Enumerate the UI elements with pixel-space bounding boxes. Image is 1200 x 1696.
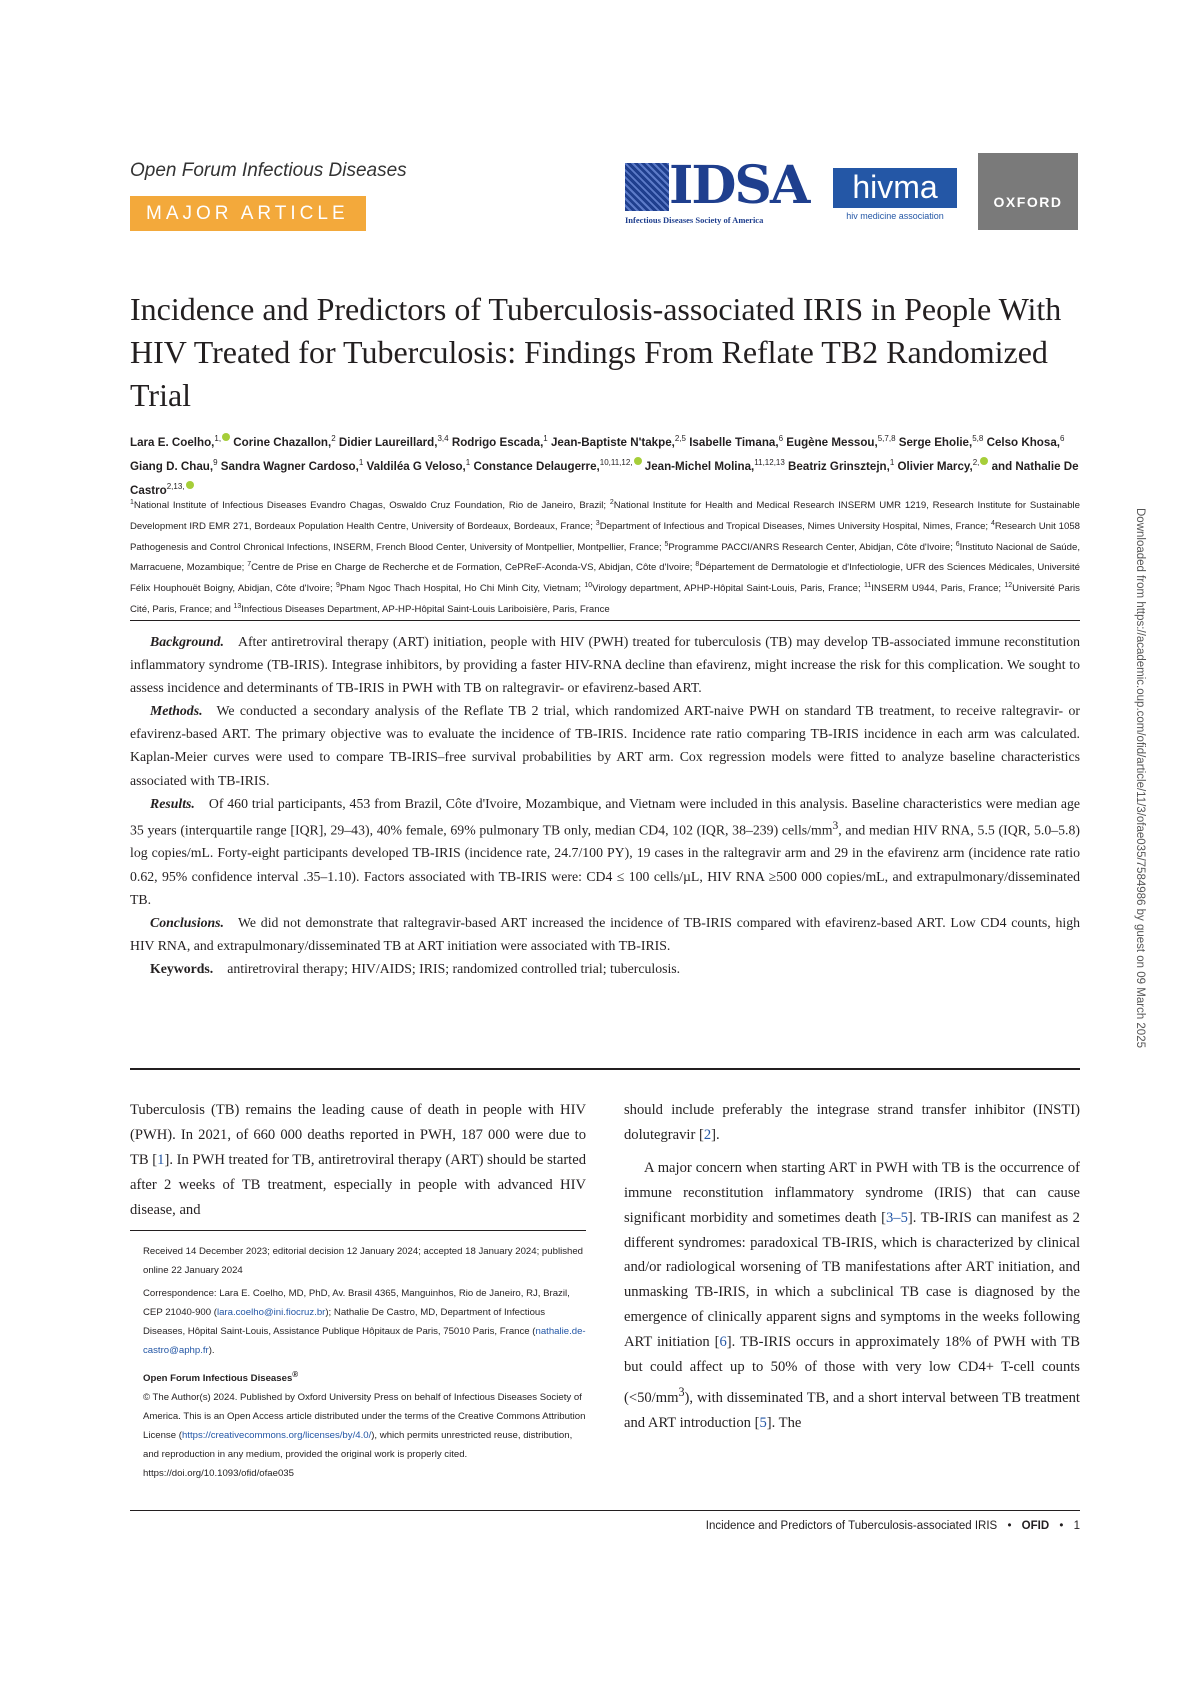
author-affiliation-number: 1 — [889, 457, 895, 467]
author-name: Celso Khosa, — [983, 435, 1061, 449]
author-name: Olivier Marcy, — [894, 459, 973, 473]
correspondence-text: Correspondence: Lara E. Coelho, MD, PhD, Av. Brasil 4365, Manguinhos, Rio de Janeiro, RJ, Brazil, CEP 21040-900 ( — [143, 1288, 570, 1319]
abstract-methods-label: Methods. — [150, 703, 203, 719]
body-paragraph — [624, 1156, 1080, 1436]
reference-link[interactable]: 2 — [703, 1126, 712, 1143]
keywords-text: antiretroviral therapy; HIV/AIDS; IRIS; randomized controlled trial; tuberculosis. — [227, 960, 681, 976]
footer-running-title: Incidence and Predictors of Tuberculosis-associated IRIS — [705, 1520, 998, 1532]
abstract-conclusions-label: Conclusions. — [150, 914, 224, 930]
author-name: Serge Eholie, — [895, 435, 973, 449]
affiliation-text: INSERM U944, Paris, France; — [871, 583, 1005, 595]
keywords-label: Keywords. — [150, 960, 214, 976]
abstract-results-text-2: , and median HIV RNA, 5.5 (IQR, 5.0–5.8) log copies/mL. Forty-eight participants developed TB-IRIS (incidence rate, 24.7/100 PY), 19 cases in the raltegravir arm and 29 in the efavirenz arm (incidence rate ratio 0.62, 95% confidence interval .35–1.10). Factors associated with TB-IRIS were: CD4 ≤ 100 cells/µL, HIV RNA ≥500 000 copies/mL, and extrapulmonary/disseminated TB. — [130, 822, 1080, 907]
author-name: Didier Laureillard, — [335, 435, 438, 449]
footnote-doi[interactable]: https://doi.org/10.1093/ofid/ofae035 — [143, 1468, 294, 1480]
affiliation-text: Université Paris Cité, Paris, France; and — [130, 583, 1080, 616]
idsa-logo — [625, 155, 809, 227]
email-link[interactable]: nathalie.de-castro@aphp.fr — [143, 1326, 586, 1357]
body-text: ), with disseminated TB, and a short interval between TB treatment and ART introduction [ — [624, 1389, 1080, 1431]
footnote-copyright — [143, 1388, 586, 1464]
footer-journal-abbr: OFID — [1021, 1520, 1050, 1532]
author-affiliation-number: 1 — [465, 457, 471, 467]
affiliation-number: 9 — [335, 582, 340, 590]
affiliation-text: Centre de Prise en Charge de Recherche et de Formation, CePReF-Aconda-VS, Abidjan, Côte d'Ivoire; — [251, 562, 696, 574]
author-affiliation-number: 5,7,8 — [877, 434, 896, 443]
copyright-text: © The Author(s) 2024. Published by Oxford University Press on behalf of Infectious Diseases Society of America. This is an Open Access article distributed under the terms of the Creative Commons Attribution License ( — [143, 1391, 586, 1442]
body-text: ]. The — [766, 1414, 802, 1431]
author-name: Eugène Messou, — [783, 435, 878, 449]
idsa-emblem-icon — [625, 163, 669, 211]
author-affiliation-number: 2,13, — [166, 481, 185, 491]
journal-name: Open Forum Infectious Diseases — [130, 160, 407, 181]
registered-mark: ® — [292, 1369, 299, 1379]
correspondence-text: ). — [208, 1345, 215, 1357]
footnote-rule — [130, 1230, 586, 1231]
body-right-column — [624, 1098, 1080, 1436]
author-affiliation-number: 9 — [213, 457, 218, 467]
oxford-logo-text: OXFORD — [993, 194, 1063, 210]
orcid-icon[interactable] — [222, 433, 230, 441]
body-left-column — [130, 1098, 586, 1223]
author-name: Isabelle Timana, — [685, 435, 779, 449]
affiliation-number: 7 — [247, 561, 252, 569]
idsa-logo-subtitle: Infectious Diseases Society of America — [625, 215, 764, 225]
author-name: Jean-Baptiste N'takpe, — [547, 435, 675, 449]
footnote-journal — [143, 1365, 586, 1388]
body-text: Tuberculosis (TB) remains the leading cause of death in people with HIV (PWH). In 2021, of 660 000 deaths reported in PWH, 187 000 were due to TB [ — [130, 1102, 586, 1168]
affiliation-number: 2 — [609, 499, 614, 506]
hivma-logo — [833, 168, 957, 228]
reference-link[interactable]: 5 — [759, 1414, 767, 1431]
abstract-background-text: After antiretroviral therapy (ART) initiation, people with HIV (PWH) treated for tuberculosis (TB) may develop TB-associated immune reconstitution inflammatory syndrome (TB-IRIS). Integrase inhibitors, by providing a faster HIV-RNA decline than efavirenz, might increase the risk for this complication. We sought to assess incidence and determinants of TB-IRIS in PWH with TB on raltegravir- or efavirenz-based ART. — [130, 634, 1080, 696]
body-text: should include preferably the integrase strand transfer inhibitor (INSTI) dolutegravir [ — [624, 1102, 1080, 1143]
hivma-logo-subtitle: hiv medicine association — [846, 211, 944, 221]
body-text: ]. In PWH treated for TB, antiretroviral therapy (ART) should be started after 2 weeks of TB treatment, especially in people with advanced HIV disease, and — [130, 1151, 587, 1218]
abstract-methods — [130, 699, 1080, 791]
affiliation-number: 1 — [130, 499, 134, 506]
author-affiliation-number: 2,5 — [674, 434, 686, 443]
abstract-top-rule — [130, 620, 1080, 621]
oxford-logo — [978, 153, 1078, 230]
affiliation-text: Department of Infectious and Tropical Diseases, Nimes University Hospital, Nimes, France; — [599, 520, 991, 532]
author-name: Beatriz Grinsztejn, — [784, 459, 890, 473]
affiliation-text: Département de Dermatologie et d'Infectiologie, UFR des Sciences Médicales, Université Félix Houphouët Boigny, Abidjan, Côte d'Ivoire; — [130, 562, 1080, 595]
reference-link[interactable]: 1 — [157, 1151, 165, 1168]
abstract-results-label: Results. — [150, 795, 195, 811]
author-affiliation-number: 2, — [972, 457, 980, 467]
affiliation-text: Instituto Nacional de Saúde, Marracuene, Mozambique; — [130, 541, 1080, 574]
download-watermark: Downloaded from https://academic.oup.com/ofid/article/11/3/ofae035/7584986 by guest on 09 March 2025 — [1134, 508, 1146, 1048]
article-title: Incidence and Predictors of Tuberculosis-associated IRIS in People With HIV Treated for Tuberculosis: Findings From Reflate TB2 Randomized Trial — [130, 291, 1062, 413]
affiliation-text: Infectious Diseases Department, AP-HP-Hôpital Saint-Louis Lariboisière, Paris, France — [241, 604, 610, 616]
author-name: Sandra Wagner Cardoso, — [217, 459, 359, 473]
abstract-bottom-rule — [130, 1068, 1080, 1070]
author-affiliation-number: 3,4 — [437, 434, 449, 443]
article-type-banner: MAJOR ARTICLE — [130, 196, 366, 231]
body-paragraph — [624, 1098, 1080, 1148]
abstract-conclusions-text: We did not demonstrate that raltegravir-based ART increased the incidence of TB-IRIS compared with efavirenz-based ART. Low CD4 counts, high HIV RNA, and extrapulmonary/disseminated TB at ART initiation were associated with TB-IRIS. — [130, 914, 1080, 953]
author-affiliation-number: 6 — [1060, 434, 1065, 443]
orcid-icon[interactable] — [634, 457, 642, 465]
author-name: Corine Chazallon, — [230, 435, 332, 449]
affiliation-number: 8 — [695, 561, 700, 569]
author-list — [130, 429, 1080, 501]
abstract-conclusions — [130, 911, 1080, 957]
author-affiliation-number: 6 — [778, 434, 784, 443]
author-affiliation-number: 5,8 — [972, 434, 984, 443]
author-affiliation-number: 1 — [358, 457, 364, 467]
author-affiliation-number: 11,12,13 — [754, 457, 785, 467]
author-affiliation-number: 1, — [214, 434, 222, 443]
affiliation-number: 3 — [595, 519, 600, 527]
hivma-logo-text: hivma — [833, 168, 957, 208]
body-paragraph — [130, 1098, 586, 1223]
affiliations — [130, 494, 1080, 619]
body-text: ]. TB-IRIS can manifest as 2 different syndromes: paradoxical TB-IRIS, which is characterized by clinical and/or radiological worsening of TB manifestations after ART initiation, and unmasking TB-IRIS, in which a subclinical TB case is diagnosed by the emergence of clinically apparent signs and symptoms in the weeks following ART initiation [ — [624, 1209, 1080, 1351]
abstract-methods-text: We conducted a secondary analysis of the Reflate TB 2 trial, which randomized ART-naive PWH on standard TB treatment, to receive raltegravir- or efavirenz-based ART. The primary objective was to evaluate the incidence of TB-IRIS. Incidence rate ratio comparing TB-IRIS incidence in each arm was calculated. Kaplan-Meier curves were used to compare TB-IRIS–free survival probabilities by ART arm. Cox regression models were fitted to analyze baseline characteristics associated with TB-IRIS. — [130, 703, 1080, 788]
page-footer — [706, 1520, 1080, 1532]
footer-page-number: 1 — [1073, 1520, 1080, 1532]
superscript: 3 — [678, 1384, 685, 1399]
affiliation-text: National Institute for Health and Medical Research INSERM UMR 1219, Research Institute for Sustainable Development IRD EMR 271, Bordeaux Population Health Centre, University of Bordeaux, Bordeaux, France; — [130, 500, 1081, 532]
license-link[interactable]: https://creativecommons.org/licenses/by/4.0/ — [181, 1430, 372, 1442]
abstract-results-sup: 3 — [832, 819, 839, 832]
affiliation-number: 11 — [863, 582, 872, 590]
footer-separator: • — [1007, 1520, 1012, 1532]
abstract — [130, 630, 1080, 980]
reference-link[interactable]: 3–5 — [885, 1209, 908, 1226]
footnote-received: Received 14 December 2023; editorial decision 12 January 2024; accepted 18 January 2024; published online 22 January 2024 — [143, 1246, 584, 1277]
author-name: Giang D. Chau, — [130, 459, 214, 473]
affiliation-text: National Institute of Infectious Diseases Evandro Chagas, Oswaldo Cruz Foundation, Rio de Janeiro, Brazil; — [133, 500, 610, 512]
author-affiliation-number: 1 — [543, 434, 548, 443]
body-text: ]. — [711, 1126, 720, 1143]
author-name: and Nathalie De Castro — [130, 459, 1079, 497]
affiliation-number: 4 — [990, 519, 995, 527]
orcid-icon[interactable] — [186, 481, 194, 489]
affiliation-number: 13 — [233, 602, 242, 610]
author-name: Lara E. Coelho, — [130, 435, 215, 449]
copyright-text: ), which permits unrestricted reuse, distribution, and reproduction in any medium, provided the original work is properly cited. — [143, 1430, 573, 1461]
affiliation-text: Research Unit 1058 Pathogenesis and Control Chronical Infections, INSERM, French Blood Center, University of Montpellier, Montpellier, France; — [130, 520, 1081, 553]
abstract-background — [130, 630, 1080, 699]
reference-link[interactable]: 6 — [719, 1334, 727, 1351]
affiliation-number: 6 — [955, 540, 960, 548]
footer-rule — [130, 1510, 1080, 1511]
abstract-results — [130, 792, 1080, 911]
affiliation-number: 5 — [664, 540, 669, 548]
affiliation-text: Programme PACCI/ANRS Research Center, Abidjan, Côte d'Ivoire; — [668, 541, 956, 553]
body-text: A major concern when starting ART in PWH with TB is the occurrence of immune reconstitution inflammatory syndrome (IRIS) that can cause significant morbidity and sometimes death [ — [624, 1159, 1080, 1226]
correspondence-text: ); Nathalie De Castro, MD, Department of Infectious Diseases, Hôpital Saint-Louis, Assistance Publique Hôpitaux de Paris, 75010 Paris, France ( — [143, 1307, 546, 1338]
abstract-results-text-1: Of 460 trial participants, 453 from Brazil, Côte d'Ivoire, Mozambique, and Vietnam were included in this analysis. Baseline characteristics were median age 35 years (interquartile range [IQR], 29–43), 40% female, 69% pulmonary TB only, median CD4, 102 (IQR, 38–239) cells/mm — [130, 795, 1080, 838]
author-name: Constance Delaugerre, — [470, 459, 600, 473]
affiliation-number: 10 — [584, 582, 593, 590]
abstract-keywords — [130, 957, 1080, 980]
affiliation-number: 12 — [1004, 582, 1013, 590]
author-name: Jean-Michel Molina, — [641, 459, 755, 473]
affiliation-text: Virology department, APHP-Hôpital Saint-Louis, Paris, France; — [592, 583, 864, 595]
body-text: ]. TB-IRIS occurs in approximately 18% of PWH with TB but could affect up to 50% of those with very low CD4+ T-cell counts (<50/mm — [624, 1334, 1080, 1406]
author-affiliation-number: 2 — [331, 434, 336, 443]
author-name: Rodrigo Escada, — [448, 435, 544, 449]
idsa-logo-text: IDSA — [669, 155, 809, 216]
affiliation-text: Pham Ngoc Thach Hospital, Ho Chi Minh City, Vietnam; — [339, 583, 585, 595]
author-name: Valdiléa G Veloso, — [363, 459, 466, 473]
footnote-correspondence — [143, 1284, 586, 1360]
footer-separator: • — [1059, 1520, 1064, 1532]
author-affiliation-number: 10,11,12, — [599, 457, 633, 467]
abstract-background-label: Background. — [150, 634, 224, 649]
email-link[interactable]: lara.coelho@ini.fiocruz.br — [216, 1307, 326, 1319]
footnotes — [143, 1242, 586, 1483]
footnote-journal-name: Open Forum Infectious Diseases — [143, 1372, 293, 1384]
